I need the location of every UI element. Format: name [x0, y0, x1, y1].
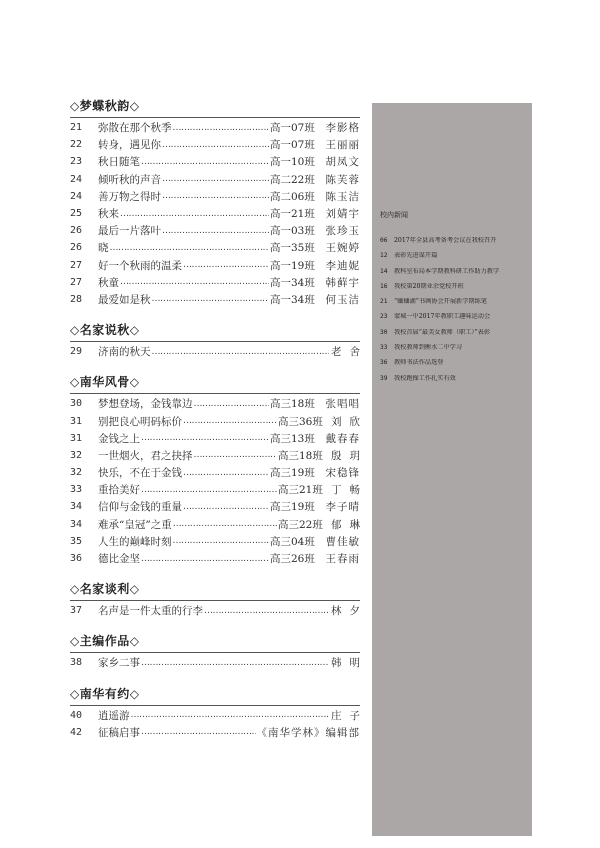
toc-entry[interactable]	[70, 707, 368, 724]
dot-leader	[183, 260, 269, 270]
section-divider	[70, 393, 360, 394]
author-name: 丁畅	[331, 484, 368, 497]
dot-leader	[183, 468, 269, 478]
toc-entry[interactable]	[70, 395, 360, 412]
toc-section	[70, 630, 368, 671]
dot-leader	[141, 157, 269, 167]
class-label: 高三18班	[278, 449, 323, 462]
dot-leader	[183, 416, 277, 426]
page-number: 24	[70, 190, 83, 202]
toc-entry[interactable]	[70, 430, 360, 447]
page-number: 34	[70, 501, 83, 513]
page-number: 22	[70, 139, 83, 151]
dot-leader	[162, 174, 269, 184]
author-name: 曹佳敏	[325, 535, 360, 548]
dot-leader	[141, 727, 256, 737]
section-divider	[70, 652, 360, 653]
toc-entry[interactable]	[70, 274, 360, 291]
toc-entry[interactable]	[70, 153, 360, 170]
sidebar-title: 校内新闻	[380, 211, 408, 219]
toc-entry[interactable]	[70, 447, 368, 464]
article-title: 人生的巅峰时刻	[98, 535, 172, 548]
article-title: 晓	[98, 242, 109, 255]
article-title: 金钱之上	[98, 432, 140, 445]
news-item[interactable]	[380, 344, 530, 359]
author-name: 韩明	[331, 657, 368, 670]
class-label: 高三19班	[270, 467, 315, 480]
news-page-number: 12	[380, 252, 388, 260]
page-number: 31	[70, 415, 83, 427]
news-item[interactable]	[380, 298, 530, 313]
class-label: 高三22班	[278, 518, 323, 531]
news-item[interactable]	[380, 237, 530, 252]
toc-entry[interactable]	[70, 654, 368, 671]
table-of-contents	[70, 95, 368, 752]
dot-leader	[131, 710, 330, 720]
toc-entry[interactable]	[70, 222, 360, 239]
section-title: ◇南华有约◇	[70, 686, 140, 701]
author-name: 刘欣	[331, 415, 368, 428]
author-name: 胡凤文	[325, 156, 360, 169]
article-title: 济南的秋天	[98, 346, 151, 359]
author-name: 殷玥	[331, 449, 368, 462]
toc-entry[interactable]	[70, 119, 360, 136]
dot-leader	[194, 450, 278, 460]
author-name: 老舍	[331, 346, 368, 359]
news-headline: 蒙城一中2017年教职工趣味运动会	[394, 313, 491, 321]
page-number: 28	[70, 293, 83, 305]
toc-entry[interactable]	[70, 205, 360, 222]
article-title: 一世烟火，君之抉择	[98, 449, 193, 462]
class-label: 高一21班	[270, 208, 315, 221]
page-number: 27	[70, 259, 83, 271]
page-number: 25	[70, 208, 83, 220]
section-title: ◇南华风骨◇	[70, 375, 140, 390]
section-title: ◇名家说秋◇	[70, 323, 140, 338]
toc-section	[70, 371, 368, 567]
news-item[interactable]	[380, 329, 530, 344]
news-list	[380, 237, 530, 390]
class-label: 高三21班	[278, 484, 323, 497]
toc-entry[interactable]	[70, 136, 360, 153]
news-page-number: 21	[380, 298, 388, 306]
author-name: 李影格	[325, 122, 360, 135]
author-name: 陈芙蓉	[325, 173, 360, 186]
page-number: 32	[70, 467, 83, 479]
news-item[interactable]	[380, 283, 530, 298]
toc-section	[70, 95, 360, 308]
author-name: 王丽丽	[325, 139, 360, 152]
toc-entry[interactable]	[70, 464, 360, 481]
news-page-number: 23	[380, 313, 388, 321]
news-headline: “蛐蛐湖”书画协会开展新学期练笔	[394, 298, 487, 306]
class-label: 高三36班	[278, 415, 323, 428]
page-number: 26	[70, 225, 83, 237]
news-headline: 我校首届“最美女教师（职工）”表彰	[394, 328, 491, 336]
dot-leader	[141, 485, 277, 495]
author-name: 张唱唱	[325, 398, 360, 411]
dot-leader	[162, 226, 269, 236]
dot-leader	[204, 606, 329, 616]
page-number: 23	[70, 156, 83, 168]
author-name: 陈玉洁	[325, 190, 360, 203]
page-number: 37	[70, 605, 83, 617]
author-name: 郁琳	[331, 518, 368, 531]
class-label: 高三04班	[270, 535, 315, 548]
author-name: 王婉婷	[325, 242, 360, 255]
class-label: 高一35班	[270, 242, 315, 255]
section-title: ◇名家谈利◇	[70, 582, 140, 597]
article-title: 难承“皇冠”之重	[98, 518, 172, 531]
class-label: 高三18班	[270, 398, 315, 411]
dot-leader	[120, 277, 269, 287]
article-title: 信仰与金钱的重量	[98, 501, 182, 514]
author-name: 刘婧宇	[325, 208, 360, 221]
page-number: 26	[70, 242, 83, 254]
toc-entry[interactable]	[70, 516, 368, 533]
dot-leader	[173, 519, 277, 529]
dot-leader	[141, 554, 269, 564]
page-number: 34	[70, 518, 83, 530]
article-title: 梦想登场，金钱靠边	[98, 398, 193, 411]
section-divider	[70, 117, 360, 118]
page-number: 33	[70, 484, 83, 496]
page-number: 21	[70, 122, 83, 134]
toc-entry[interactable]	[70, 171, 360, 188]
section-divider	[70, 341, 360, 342]
toc-entry[interactable]	[70, 239, 360, 256]
article-title: 最后一片落叶	[98, 225, 161, 238]
dot-leader	[110, 243, 270, 253]
page-number: 32	[70, 449, 83, 461]
author-name: 何玉洁	[325, 293, 360, 306]
class-label: 高一03班	[270, 225, 315, 238]
dot-leader	[194, 399, 270, 409]
toc-entry[interactable]	[70, 602, 368, 619]
author-name: 林夕	[331, 605, 368, 618]
news-item[interactable]	[380, 268, 530, 283]
article-title: 秋日随笔	[98, 156, 140, 169]
news-headline: 我校跑操工作扎实有效	[394, 374, 456, 382]
toc-entry[interactable]	[70, 188, 360, 205]
author-name: 《南华学林》编辑部	[256, 726, 360, 739]
article-title: 秋童	[98, 276, 119, 289]
dot-leader	[183, 502, 269, 512]
toc-entry[interactable]	[70, 291, 360, 308]
page-number: 27	[70, 276, 83, 288]
dot-leader	[141, 433, 269, 443]
article-title: 倾听秋的声音	[98, 173, 161, 186]
dot-leader	[152, 294, 270, 304]
author-name: 戴春春	[325, 432, 360, 445]
article-title: 征稿启事	[98, 726, 140, 739]
class-label: 高二06班	[270, 190, 315, 203]
dot-leader	[152, 347, 330, 357]
class-label: 高一34班	[270, 276, 315, 289]
class-label: 高三26班	[270, 553, 315, 566]
dot-leader	[162, 140, 269, 150]
author-name: 李迪妮	[325, 259, 360, 272]
class-label: 高一34班	[270, 293, 315, 306]
news-page-number: 16	[380, 282, 388, 290]
article-title: 弥散在那个秋季	[98, 122, 172, 135]
class-label: 高一07班	[270, 122, 315, 135]
dot-leader	[141, 658, 329, 668]
news-item[interactable]	[380, 375, 530, 390]
article-title: 名声是一件太重的行李	[98, 605, 203, 618]
news-headline: 表彰先进谋开篇	[394, 252, 438, 260]
dot-leader	[173, 123, 270, 133]
article-title: 快乐，不在于金钱	[98, 467, 182, 480]
page-number: 35	[70, 535, 83, 547]
toc-entry[interactable]	[70, 550, 360, 567]
news-headline: 2017年全县高考备考会议在我校召开	[394, 237, 497, 244]
article-title: 家乡二事	[98, 657, 140, 670]
author-name: 庄子	[331, 709, 368, 722]
article-title: 逍遥游	[98, 709, 130, 722]
article-title: 最爱如是秋	[98, 293, 151, 306]
toc-entry[interactable]	[70, 343, 368, 360]
author-name: 宋稳锋	[325, 467, 360, 480]
news-page-number: 06	[380, 237, 388, 244]
author-name: 李子晴	[325, 501, 360, 514]
news-headline: 教师书法作品选登	[394, 359, 444, 367]
toc-section	[70, 319, 368, 360]
page-number: 40	[70, 709, 83, 721]
dot-leader	[120, 209, 269, 219]
article-title: 别把良心明码标价	[98, 415, 182, 428]
class-label: 高一19班	[270, 259, 315, 272]
section-title: ◇主编作品◇	[70, 634, 140, 649]
dot-leader	[173, 536, 270, 546]
page-number: 29	[70, 346, 83, 358]
section-divider	[70, 705, 360, 706]
news-item[interactable]	[380, 313, 530, 328]
class-label: 高三13班	[270, 432, 315, 445]
page-number: 24	[70, 173, 83, 185]
section-divider	[70, 600, 360, 601]
class-label: 高一07班	[270, 139, 315, 152]
news-page-number: 14	[380, 267, 388, 275]
article-title: 转身，遇见你	[98, 139, 161, 152]
class-label: 高二22班	[270, 173, 315, 186]
author-name: 王春雨	[325, 553, 360, 566]
page-number: 30	[70, 398, 83, 410]
article-title: 善万物之得时	[98, 190, 161, 203]
page-number: 42	[70, 726, 83, 738]
toc-section	[70, 578, 368, 619]
news-item[interactable]	[380, 252, 530, 267]
news-item[interactable]	[380, 359, 530, 374]
article-title: 重拾美好	[98, 484, 140, 497]
news-page-number: 33	[380, 344, 388, 352]
article-title: 秋来	[98, 208, 119, 221]
author-name: 张珍玉	[325, 225, 360, 238]
toc-entry[interactable]	[70, 257, 360, 274]
toc-entry[interactable]	[70, 724, 360, 741]
class-label: 高三19班	[270, 501, 315, 514]
toc-entry[interactable]	[70, 481, 368, 498]
section-title: ◇梦蝶秋韵◇	[70, 99, 140, 113]
page-number: 36	[70, 553, 83, 565]
toc-entry[interactable]	[70, 412, 368, 429]
page-number: 31	[70, 432, 83, 444]
toc-section	[70, 683, 368, 741]
author-name: 韩藓宇	[325, 276, 360, 289]
campus-news-sidebar	[372, 103, 532, 836]
toc-entry[interactable]	[70, 498, 360, 515]
news-page-number: 36	[380, 359, 388, 367]
page-number: 38	[70, 657, 83, 669]
news-headline: 教科室布局本学期教科研工作助力教学	[394, 267, 500, 275]
news-page-number: 30	[380, 328, 388, 336]
article-title: 德比金坚	[98, 553, 140, 566]
news-headline: 我校教师到衡水二中学习	[394, 344, 463, 352]
news-page-number: 39	[380, 374, 388, 382]
class-label: 高一10班	[270, 156, 315, 169]
article-title: 好一个秋雨的温柔	[98, 259, 182, 272]
dot-leader	[162, 191, 269, 201]
news-headline: 我校第20期业余党校开班	[394, 282, 464, 290]
toc-entry[interactable]	[70, 533, 360, 550]
